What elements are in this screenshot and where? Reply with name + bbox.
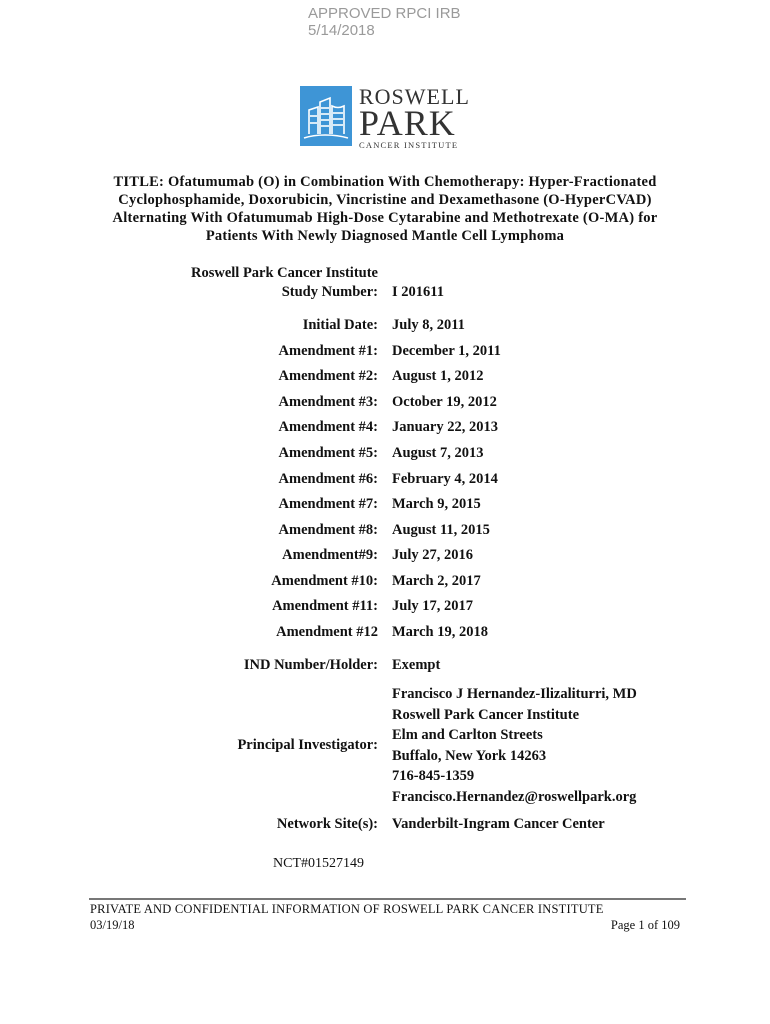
nct-number: NCT#01527149: [273, 856, 364, 871]
ind-label: IND Number/Holder:: [243, 657, 378, 673]
building-logo-icon: [300, 86, 352, 146]
logo-wordmark: [359, 86, 470, 150]
amendment-label: Amendment#9:: [282, 547, 378, 563]
principal-investigator-details: [392, 684, 637, 807]
amendment-date: March 9, 2015: [392, 496, 481, 512]
amendment-label: Amendment #5:: [278, 445, 378, 461]
amendment-label: Amendment #7:: [278, 496, 378, 512]
amendment-date: August 11, 2015: [392, 522, 490, 538]
principal-investigator-label: Principal Investigator:: [237, 737, 378, 753]
pi-phone: 716-845-1359: [392, 768, 475, 784]
logo-text-park: PARK: [359, 103, 456, 143]
pi-street: Elm and Carlton Streets: [392, 727, 543, 743]
amendment-label: Amendment #1:: [278, 343, 378, 359]
amendment-date: July 27, 2016: [392, 547, 473, 563]
amendment-label: Amendment #8:: [278, 522, 378, 538]
amendment-date: March 2, 2017: [392, 573, 481, 589]
amendment-date: October 19, 2012: [392, 394, 497, 410]
pi-name: Francisco J Hernandez-Ilizaliturri, MD: [392, 686, 637, 702]
network-site-value: Vanderbilt-Ingram Cancer Center: [392, 816, 605, 832]
protocol-title: [100, 173, 670, 245]
pi-institution: Roswell Park Cancer Institute: [392, 706, 580, 723]
amendment-date: August 1, 2012: [392, 368, 484, 384]
amendment-date: December 1, 2011: [392, 343, 501, 359]
amendment-label: Amendment #10:: [271, 573, 378, 589]
title-line: TITLE: Ofatumumab (O) in Combination With Chemotherapy: Hyper-Fractionated: [113, 174, 657, 190]
amendment-label: Amendment #11:: [272, 598, 378, 614]
logo-text-cancer-institute: CANCER INSTITUTE: [359, 140, 459, 150]
initial-date-value: July 8, 2011: [392, 317, 465, 333]
irb-approval-stamp: [308, 5, 461, 39]
amendment-date: February 4, 2014: [392, 471, 498, 487]
title-line: Cyclophosphamide, Doxorubicin, Vincristine and Dexamethasone (O-HyperCVAD): [118, 192, 652, 208]
amendment-label: Amendment #12: [276, 624, 378, 640]
footer-page-number: Page 1 of 109: [610, 918, 680, 932]
footer-divider: [89, 898, 686, 900]
ind-value: Exempt: [392, 657, 441, 673]
amendment-label: Amendment #2:: [278, 368, 378, 384]
amendment-date: August 7, 2013: [392, 445, 484, 461]
footer-date: 03/19/18: [90, 918, 135, 932]
pi-email: Francisco.Hernandez@roswellpark.org: [392, 788, 637, 805]
amendment-label: Amendment #3:: [278, 394, 378, 410]
logo-text-roswell: ROSWELL: [359, 84, 470, 109]
amendment-date: March 19, 2018: [392, 624, 488, 640]
footer-confidential-notice: PRIVATE AND CONFIDENTIAL INFORMATION OF ROSWELL PARK CANCER INSTITUTE: [90, 902, 604, 916]
initial-date-label: Initial Date:: [302, 317, 378, 333]
pi-city: Buffalo, New York 14263: [392, 747, 547, 764]
title-line: Alternating With Ofatumumab High-Dose Cytarabine and Methotrexate (O-MA) for: [112, 210, 658, 226]
amendment-label: Amendment #4:: [278, 419, 378, 435]
network-site-label: Network Site(s):: [276, 816, 378, 832]
amendment-date: July 17, 2017: [392, 598, 473, 614]
amendment-date: January 22, 2013: [392, 419, 498, 435]
study-number-value: I 201611: [392, 284, 444, 300]
amendment-label: Amendment #6:: [278, 471, 378, 487]
study-institute-label: Roswell Park Cancer Institute: [190, 265, 378, 281]
stamp-title: APPROVED RPCI IRB: [308, 5, 461, 22]
title-line: Patients With Newly Diagnosed Mantle Cell Lymphoma: [205, 228, 565, 244]
roswell-park-logo: [300, 86, 480, 150]
stamp-date: 5/14/2018: [308, 22, 375, 39]
study-number-label: Study Number:: [281, 284, 378, 300]
